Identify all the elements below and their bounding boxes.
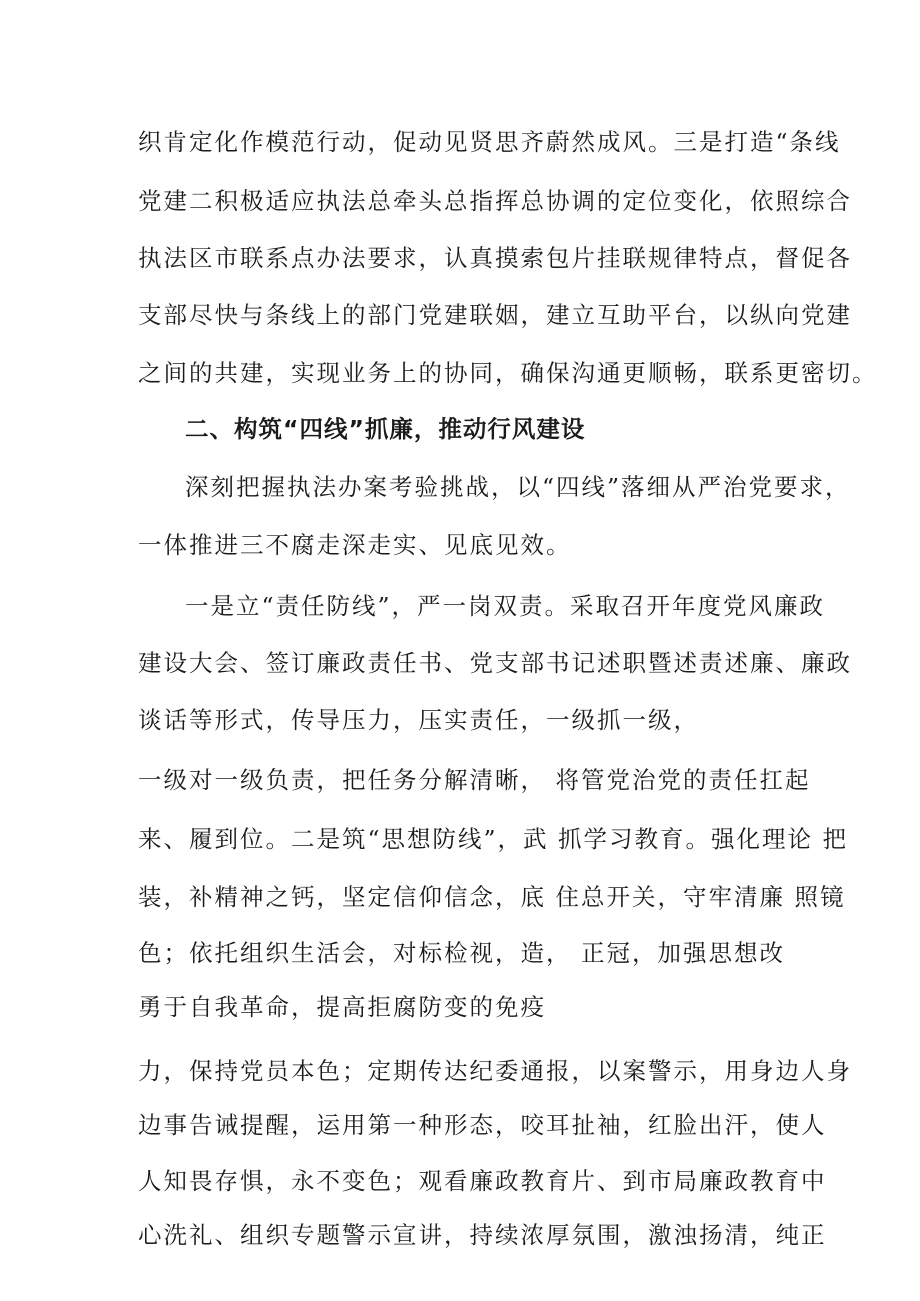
text-line-10: 建设大会、签订廉政责任书、党支部书记述职暨述责述廉、廉政 [138, 649, 852, 677]
text-line-8: 一体推进三不腐走深走实、见底见效。 [138, 531, 572, 559]
text-line-17: 力，保持党员本色；定期传达纪委通报，以案警示，用身边人身 [138, 1057, 852, 1085]
text-line-4: 支部尽快与条线上的部门党建联姻，建立互助平台，以纵向党建 [138, 301, 852, 329]
text-line-7: 深刻把握执法办案考验挑战，以“四线”落细从严治党要求， [185, 473, 851, 501]
text-line-3: 执法区市联系点办法要求，认真摸索包片挂联规律特点，督促各 [138, 244, 852, 272]
text-line-13: 来、履到位。二是筑“思想防线”，武 抓学习教育。强化理论 把 [138, 825, 848, 853]
text-line-18: 边事告诫提醒，运用第一种形态，咬耳扯袖，红脸出汗，使人 [138, 1111, 827, 1139]
text-line-2: 党建二积极适应执法总牵头总指挥总协调的定位变化，依照综合 [138, 187, 852, 215]
text-line-15: 色；依托组织生活会，对标检视，造， 正冠，加强思想改 [138, 939, 785, 967]
text-line-9: 一是立“责任防线”，严一岗双责。采取召开年度党风廉政 [185, 592, 826, 620]
section-heading: 二、构筑“四线”抓廉，推动行风建设 [185, 415, 586, 443]
text-line-1: 织肯定化作模范行动，促动见贤思齐蔚然成风。三是打造“条线 [138, 128, 841, 156]
text-line-12: 一级对一级负责，把任务分解清晰， 将管党治党的责任扛起 [138, 766, 811, 794]
text-line-5: 之间的共建，实现业务上的协同，确保沟通更顺畅，联系更密切。 [138, 359, 878, 387]
text-line-11: 谈话等形式，传导压力，压实责任，一级抓一级， [138, 706, 699, 734]
text-line-16: 勇于自我革命，提高拒腐防变的免疫 [138, 993, 546, 1021]
text-line-19: 人知畏存惧，永不变色；观看廉政教育片、到市局廉政教育中 [138, 1167, 827, 1195]
text-line-20: 心洗礼、组织专题警示宣讲，持续浓厚氛围，激浊扬清，纯正 [138, 1221, 827, 1249]
text-line-14: 装，补精神之钙，坚定信仰信念，底 住总开关，守牢清廉 照镜 [138, 883, 846, 911]
